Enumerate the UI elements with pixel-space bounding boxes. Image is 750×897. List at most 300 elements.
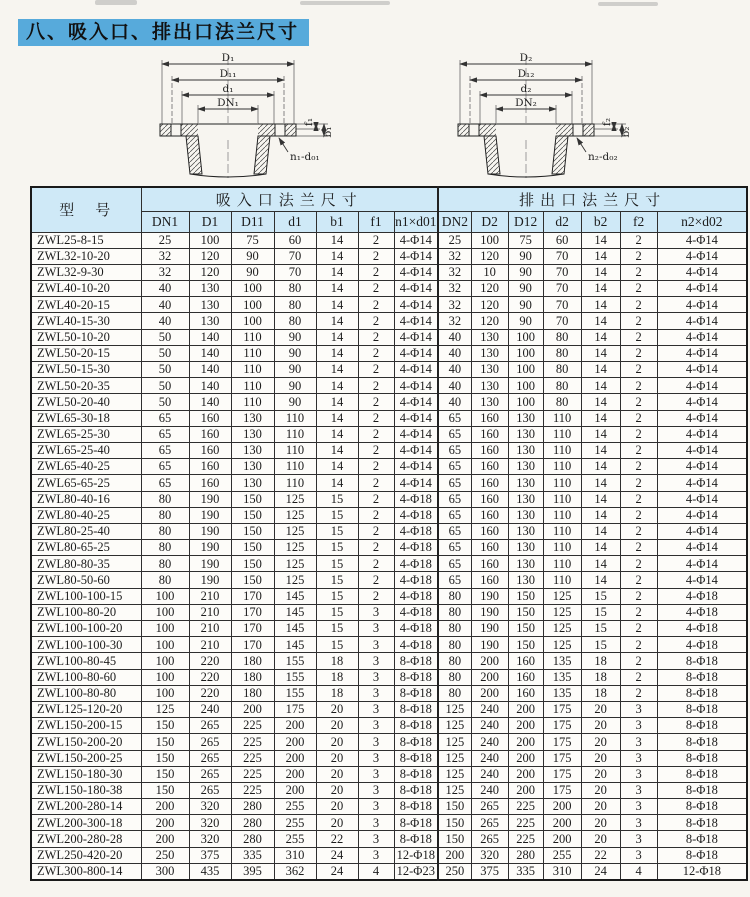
- model-cell: ZWL50-20-40: [31, 394, 141, 410]
- value-cell: 100: [141, 653, 189, 669]
- value-cell: 120: [471, 248, 508, 264]
- value-cell: 65: [141, 475, 189, 491]
- value-cell: 18: [316, 685, 358, 701]
- table-row: [31, 362, 747, 378]
- value-cell: 130: [471, 345, 508, 361]
- value-cell: 14: [316, 362, 358, 378]
- table-row: [31, 264, 747, 280]
- value-cell: 2: [620, 410, 657, 426]
- value-cell: 15: [581, 621, 620, 637]
- value-cell: 4-Φ14: [657, 362, 747, 378]
- value-cell: 120: [471, 297, 508, 313]
- value-cell: 130: [508, 507, 543, 523]
- value-cell: 265: [471, 815, 508, 831]
- value-cell: 150: [141, 766, 189, 782]
- value-cell: 265: [471, 799, 508, 815]
- value-cell: 160: [471, 475, 508, 491]
- value-cell: 280: [231, 799, 274, 815]
- value-cell: 200: [508, 701, 543, 717]
- value-cell: 20: [316, 718, 358, 734]
- value-cell: 2: [358, 362, 394, 378]
- value-cell: 3: [620, 701, 657, 717]
- value-cell: 20: [581, 766, 620, 782]
- value-cell: 140: [189, 329, 231, 345]
- value-cell: 2: [358, 507, 394, 523]
- value-cell: 8-Φ18: [657, 750, 747, 766]
- value-cell: 8-Φ18: [657, 766, 747, 782]
- value-cell: 125: [274, 507, 316, 523]
- value-cell: 240: [471, 701, 508, 717]
- value-cell: 8-Φ18: [657, 799, 747, 815]
- value-cell: 14: [581, 426, 620, 442]
- value-cell: 2: [620, 345, 657, 361]
- table-row: [31, 378, 747, 394]
- value-cell: 140: [189, 362, 231, 378]
- value-cell: 3: [358, 653, 394, 669]
- value-cell: 2: [358, 297, 394, 313]
- value-cell: 160: [189, 442, 231, 458]
- value-cell: 250: [141, 847, 189, 863]
- value-cell: 130: [471, 362, 508, 378]
- value-cell: 4-Φ14: [657, 248, 747, 264]
- value-cell: 3: [358, 766, 394, 782]
- value-cell: 15: [316, 523, 358, 539]
- value-cell: 225: [508, 831, 543, 847]
- value-cell: 80: [274, 281, 316, 297]
- value-cell: 3: [620, 847, 657, 863]
- value-cell: 200: [141, 815, 189, 831]
- value-cell: 160: [508, 685, 543, 701]
- value-cell: 130: [471, 378, 508, 394]
- value-cell: 2: [358, 556, 394, 572]
- value-cell: 4-Φ18: [657, 604, 747, 620]
- value-cell: 2: [620, 329, 657, 345]
- dim-label-n1-d01: n₁-d₀₁: [290, 151, 320, 163]
- value-cell: 2: [620, 669, 657, 685]
- value-cell: 160: [189, 410, 231, 426]
- value-cell: 135: [543, 653, 581, 669]
- value-cell: 2: [620, 313, 657, 329]
- value-cell: 14: [316, 394, 358, 410]
- value-cell: 2: [620, 264, 657, 280]
- value-cell: 160: [471, 442, 508, 458]
- value-cell: 20: [581, 734, 620, 750]
- value-cell: 14: [316, 475, 358, 491]
- value-cell: 435: [189, 863, 231, 879]
- value-cell: 50: [141, 362, 189, 378]
- value-cell: 4-Φ18: [394, 491, 438, 507]
- value-cell: 4-Φ18: [394, 604, 438, 620]
- table-row: [31, 863, 747, 879]
- value-cell: 2: [620, 604, 657, 620]
- value-cell: 3: [358, 685, 394, 701]
- value-cell: 225: [508, 799, 543, 815]
- value-cell: 140: [189, 378, 231, 394]
- model-cell: ZWL150-180-38: [31, 782, 141, 798]
- value-cell: 3: [620, 750, 657, 766]
- table-row: [31, 734, 747, 750]
- value-cell: 25: [141, 232, 189, 248]
- value-cell: 8-Φ18: [394, 734, 438, 750]
- value-cell: 4-Φ14: [394, 378, 438, 394]
- value-cell: 335: [508, 863, 543, 879]
- value-cell: 145: [274, 604, 316, 620]
- value-cell: 110: [231, 378, 274, 394]
- value-cell: 120: [189, 264, 231, 280]
- value-cell: 130: [508, 491, 543, 507]
- table-row: [31, 426, 747, 442]
- value-cell: 18: [581, 685, 620, 701]
- value-cell: 8-Φ18: [394, 766, 438, 782]
- value-cell: 160: [189, 475, 231, 491]
- table-row: [31, 799, 747, 815]
- model-cell: ZWL50-10-20: [31, 329, 141, 345]
- value-cell: 100: [141, 588, 189, 604]
- value-cell: 2: [620, 475, 657, 491]
- value-cell: 4-Φ14: [394, 394, 438, 410]
- value-cell: 210: [189, 637, 231, 653]
- value-cell: 320: [471, 847, 508, 863]
- value-cell: 110: [274, 410, 316, 426]
- value-cell: 2: [620, 232, 657, 248]
- value-cell: 2: [358, 378, 394, 394]
- value-cell: 20: [316, 782, 358, 798]
- value-cell: 50: [141, 345, 189, 361]
- value-cell: 140: [189, 345, 231, 361]
- model-cell: ZWL80-25-40: [31, 523, 141, 539]
- value-cell: 4-Φ14: [657, 232, 747, 248]
- table-row: [31, 410, 747, 426]
- value-cell: 2: [358, 329, 394, 345]
- value-cell: 50: [141, 394, 189, 410]
- value-cell: 3: [358, 718, 394, 734]
- value-cell: 255: [274, 799, 316, 815]
- value-cell: 65: [141, 442, 189, 458]
- value-cell: 25: [438, 232, 471, 248]
- value-cell: 130: [189, 297, 231, 313]
- value-cell: 70: [274, 264, 316, 280]
- value-cell: 15: [316, 621, 358, 637]
- value-cell: 14: [581, 556, 620, 572]
- value-cell: 65: [141, 459, 189, 475]
- table-row: [31, 572, 747, 588]
- value-cell: 4: [620, 863, 657, 879]
- value-cell: 8-Φ18: [394, 815, 438, 831]
- value-cell: 125: [438, 766, 471, 782]
- value-cell: 220: [189, 653, 231, 669]
- value-cell: 395: [231, 863, 274, 879]
- value-cell: 210: [189, 604, 231, 620]
- model-cell: ZWL65-40-25: [31, 459, 141, 475]
- value-cell: 32: [438, 248, 471, 264]
- table-row: [31, 637, 747, 653]
- value-cell: 190: [471, 588, 508, 604]
- value-cell: 4-Φ18: [394, 556, 438, 572]
- dim-label-d12-bolt-circle: D₁₂: [517, 68, 535, 80]
- value-cell: 150: [141, 718, 189, 734]
- value-cell: 125: [274, 572, 316, 588]
- value-cell: 200: [231, 701, 274, 717]
- value-cell: 130: [231, 410, 274, 426]
- value-cell: 100: [141, 637, 189, 653]
- value-cell: 24: [581, 863, 620, 879]
- value-cell: 130: [471, 329, 508, 345]
- flange-diagram-suction: [140, 52, 335, 180]
- value-cell: 2: [358, 459, 394, 475]
- value-cell: 145: [274, 621, 316, 637]
- table-row: [31, 556, 747, 572]
- value-cell: 180: [231, 685, 274, 701]
- value-cell: 250: [438, 863, 471, 879]
- table-row: [31, 394, 747, 410]
- value-cell: 14: [316, 345, 358, 361]
- value-cell: 2: [620, 394, 657, 410]
- value-cell: 240: [471, 718, 508, 734]
- value-cell: 4-Φ14: [394, 362, 438, 378]
- value-cell: 2: [358, 588, 394, 604]
- value-cell: 3: [358, 621, 394, 637]
- dim-label-f2: f₂: [601, 117, 613, 127]
- value-cell: 14: [316, 232, 358, 248]
- value-cell: 70: [543, 248, 581, 264]
- model-cell: ZWL40-10-20: [31, 281, 141, 297]
- value-cell: 20: [581, 815, 620, 831]
- value-cell: 40: [141, 297, 189, 313]
- value-cell: 40: [141, 313, 189, 329]
- value-cell: 110: [543, 523, 581, 539]
- value-cell: 2: [358, 281, 394, 297]
- model-cell: ZWL100-80-20: [31, 604, 141, 620]
- value-cell: 32: [438, 281, 471, 297]
- value-cell: 200: [508, 782, 543, 798]
- model-cell: ZWL200-280-14: [31, 799, 141, 815]
- table-row: [31, 588, 747, 604]
- value-cell: 12-Φ18: [657, 863, 747, 879]
- value-cell: 2: [620, 507, 657, 523]
- value-cell: 160: [508, 653, 543, 669]
- value-cell: 335: [231, 847, 274, 863]
- value-cell: 8-Φ18: [394, 750, 438, 766]
- model-cell: ZWL32-9-30: [31, 264, 141, 280]
- value-cell: 32: [438, 297, 471, 313]
- value-cell: 12-Φ23: [394, 863, 438, 879]
- value-cell: 155: [274, 653, 316, 669]
- value-cell: 190: [189, 523, 231, 539]
- value-cell: 8-Φ18: [657, 718, 747, 734]
- value-cell: 265: [189, 750, 231, 766]
- model-cell: ZWL65-65-25: [31, 475, 141, 491]
- value-cell: 4-Φ18: [657, 621, 747, 637]
- value-cell: 175: [543, 750, 581, 766]
- column-header-D1: D1: [189, 211, 231, 232]
- value-cell: 110: [231, 345, 274, 361]
- value-cell: 14: [581, 264, 620, 280]
- value-cell: 4-Φ14: [657, 297, 747, 313]
- value-cell: 125: [438, 701, 471, 717]
- value-cell: 4-Φ18: [657, 637, 747, 653]
- value-cell: 200: [471, 653, 508, 669]
- dim-label-d2-outer: D₂: [519, 52, 533, 64]
- value-cell: 2: [358, 523, 394, 539]
- model-cell: ZWL65-25-30: [31, 426, 141, 442]
- value-cell: 160: [471, 572, 508, 588]
- value-cell: 190: [189, 572, 231, 588]
- table-row: [31, 847, 747, 863]
- value-cell: 170: [231, 637, 274, 653]
- value-cell: 280: [231, 831, 274, 847]
- value-cell: 130: [189, 281, 231, 297]
- value-cell: 70: [543, 281, 581, 297]
- value-cell: 40: [141, 281, 189, 297]
- value-cell: 225: [231, 766, 274, 782]
- value-cell: 2: [620, 248, 657, 264]
- value-cell: 14: [581, 540, 620, 556]
- value-cell: 14: [581, 297, 620, 313]
- value-cell: 200: [508, 750, 543, 766]
- table-row: [31, 540, 747, 556]
- value-cell: 2: [358, 410, 394, 426]
- model-cell: ZWL25-8-15: [31, 232, 141, 248]
- value-cell: 80: [141, 572, 189, 588]
- value-cell: 110: [543, 572, 581, 588]
- value-cell: 200: [471, 685, 508, 701]
- value-cell: 100: [189, 232, 231, 248]
- value-cell: 150: [231, 507, 274, 523]
- column-header-D12: D12: [508, 211, 543, 232]
- value-cell: 2: [358, 232, 394, 248]
- value-cell: 135: [543, 685, 581, 701]
- value-cell: 110: [543, 556, 581, 572]
- value-cell: 14: [581, 475, 620, 491]
- value-cell: 150: [508, 637, 543, 653]
- value-cell: 4-Φ14: [394, 313, 438, 329]
- value-cell: 110: [543, 491, 581, 507]
- dim-label-d1-outer: D₁: [221, 52, 235, 64]
- value-cell: 4-Φ14: [394, 345, 438, 361]
- value-cell: 210: [189, 588, 231, 604]
- value-cell: 3: [620, 734, 657, 750]
- value-cell: 2: [358, 442, 394, 458]
- value-cell: 3: [358, 637, 394, 653]
- column-header-f1: f1: [358, 211, 394, 232]
- value-cell: 240: [189, 701, 231, 717]
- value-cell: 15: [316, 556, 358, 572]
- value-cell: 4-Φ18: [394, 523, 438, 539]
- value-cell: 130: [231, 475, 274, 491]
- value-cell: 160: [471, 459, 508, 475]
- value-cell: 4-Φ14: [657, 329, 747, 345]
- value-cell: 40: [438, 378, 471, 394]
- model-cell: ZWL150-200-20: [31, 734, 141, 750]
- value-cell: 4-Φ18: [394, 572, 438, 588]
- column-header-b2: b2: [581, 211, 620, 232]
- value-cell: 265: [189, 734, 231, 750]
- value-cell: 2: [620, 556, 657, 572]
- value-cell: 150: [231, 556, 274, 572]
- value-cell: 255: [274, 831, 316, 847]
- value-cell: 8-Φ18: [394, 831, 438, 847]
- value-cell: 4-Φ14: [394, 281, 438, 297]
- value-cell: 20: [581, 701, 620, 717]
- value-cell: 130: [508, 442, 543, 458]
- value-cell: 225: [231, 750, 274, 766]
- value-cell: 200: [508, 766, 543, 782]
- value-cell: 4-Φ14: [394, 475, 438, 491]
- value-cell: 65: [438, 410, 471, 426]
- table-row: [31, 329, 747, 345]
- value-cell: 4-Φ18: [394, 637, 438, 653]
- value-cell: 4-Φ14: [657, 459, 747, 475]
- value-cell: 15: [581, 637, 620, 653]
- value-cell: 70: [543, 297, 581, 313]
- value-cell: 60: [543, 232, 581, 248]
- value-cell: 90: [231, 264, 274, 280]
- dim-label-d1-raised: d₁: [222, 83, 234, 95]
- value-cell: 2: [620, 442, 657, 458]
- value-cell: 4-Φ14: [394, 248, 438, 264]
- model-cell: ZWL150-200-15: [31, 718, 141, 734]
- value-cell: 65: [141, 426, 189, 442]
- value-cell: 14: [316, 281, 358, 297]
- model-cell: ZWL100-100-20: [31, 621, 141, 637]
- value-cell: 255: [274, 815, 316, 831]
- value-cell: 110: [543, 507, 581, 523]
- value-cell: 200: [508, 718, 543, 734]
- value-cell: 120: [189, 248, 231, 264]
- value-cell: 175: [543, 766, 581, 782]
- value-cell: 80: [543, 345, 581, 361]
- value-cell: 40: [438, 394, 471, 410]
- model-cell: ZWL65-25-40: [31, 442, 141, 458]
- value-cell: 110: [274, 459, 316, 475]
- value-cell: 170: [231, 588, 274, 604]
- model-cell: ZWL200-280-28: [31, 831, 141, 847]
- value-cell: 32: [438, 313, 471, 329]
- value-cell: 14: [581, 491, 620, 507]
- value-cell: 2: [620, 378, 657, 394]
- table-row: [31, 621, 747, 637]
- value-cell: 14: [581, 378, 620, 394]
- table-row: [31, 345, 747, 361]
- column-header-n2×d02: n2×d02: [657, 211, 747, 232]
- column-header-model: 型 号: [31, 187, 141, 232]
- value-cell: 15: [316, 572, 358, 588]
- value-cell: 2: [358, 475, 394, 491]
- value-cell: 65: [438, 475, 471, 491]
- value-cell: 14: [316, 264, 358, 280]
- value-cell: 130: [508, 475, 543, 491]
- column-header-b1: b1: [316, 211, 358, 232]
- value-cell: 14: [581, 232, 620, 248]
- value-cell: 65: [438, 507, 471, 523]
- value-cell: 2: [358, 264, 394, 280]
- value-cell: 50: [141, 378, 189, 394]
- value-cell: 8-Φ18: [394, 653, 438, 669]
- value-cell: 4-Φ14: [394, 264, 438, 280]
- value-cell: 140: [189, 394, 231, 410]
- value-cell: 14: [581, 572, 620, 588]
- value-cell: 130: [508, 572, 543, 588]
- value-cell: 110: [274, 442, 316, 458]
- value-cell: 190: [471, 604, 508, 620]
- value-cell: 240: [471, 766, 508, 782]
- value-cell: 125: [543, 604, 581, 620]
- value-cell: 160: [189, 459, 231, 475]
- value-cell: 90: [508, 313, 543, 329]
- value-cell: 200: [543, 799, 581, 815]
- value-cell: 65: [438, 459, 471, 475]
- value-cell: 150: [231, 491, 274, 507]
